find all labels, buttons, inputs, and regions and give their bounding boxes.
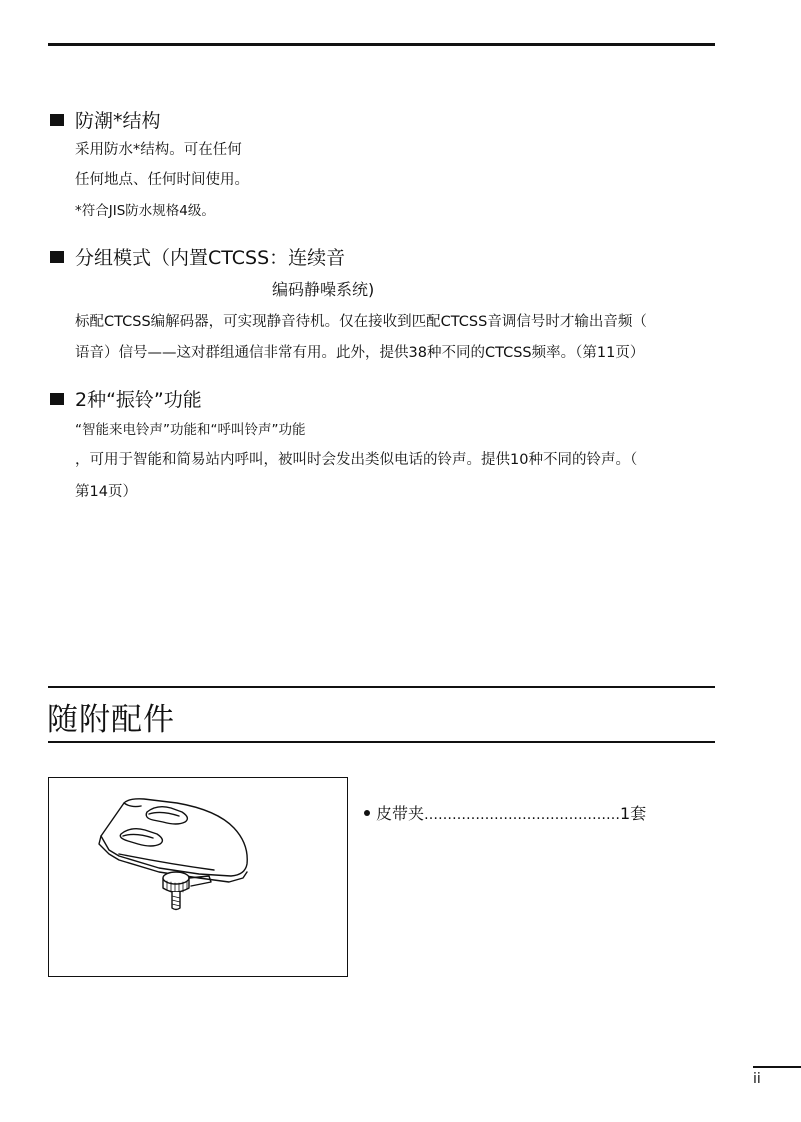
- feature-footnote: *符合JIS防水规格4级。: [75, 203, 215, 219]
- section-rule-top: [48, 686, 715, 688]
- feature-body-line: 采用防水*结构。可在任何: [75, 142, 242, 158]
- feature-heading-text: 防潮*结构: [75, 110, 161, 132]
- accessory-quantity: 1套: [620, 804, 647, 823]
- page-number: ii: [753, 1071, 761, 1087]
- section-rule-bottom: [48, 741, 715, 743]
- feature-body-line: 语音）信号——这对群组通信非常有用。此外，提供38种不同的CTCSS频率。（第11页）: [75, 345, 645, 361]
- feature-body-line: 标配CTCSS编解码器，可实现静音待机。仅在接收到匹配CTCSS音调信号时才输出音频（: [75, 314, 647, 330]
- square-bullet-icon: [50, 114, 64, 126]
- feature-heading-continuation: 编码静噪系统): [272, 280, 375, 299]
- page-number-rule: [753, 1066, 801, 1068]
- square-bullet-icon: [50, 393, 64, 405]
- leader-dots: ……………………………………: [424, 807, 621, 823]
- feature-heading: [50, 387, 720, 413]
- accessory-name: 皮带夹: [376, 804, 425, 823]
- feature-heading: [50, 245, 720, 271]
- feature-waterproof: [50, 108, 720, 219]
- feature-heading-text: 分组模式（内置CTCSS：连续音: [75, 247, 346, 269]
- accessory-list-item: [364, 803, 694, 826]
- feature-body-line: 任何地点、任何时间使用。: [75, 172, 249, 188]
- feature-ctcss: [50, 245, 720, 361]
- feature-body-line: “智能来电铃声”功能和“呼叫铃声”功能: [75, 422, 306, 438]
- feature-body-line: ，可用于智能和简易站内呼叫，被叫时会发出类似电话的铃声。提供10种不同的铃声。（: [75, 452, 638, 468]
- feature-heading: [50, 108, 720, 134]
- square-bullet-icon: [50, 251, 64, 263]
- feature-body-line: 第14页）: [75, 484, 137, 500]
- top-rule: [48, 43, 715, 46]
- feature-heading-text: 2种“振铃”功能: [75, 389, 202, 411]
- feature-ringer: [50, 387, 720, 500]
- belt-clip-illustration-frame: [48, 777, 348, 977]
- round-bullet-icon: [364, 810, 370, 816]
- section-title: 随附配件: [47, 702, 175, 738]
- belt-clip-icon: [49, 778, 347, 976]
